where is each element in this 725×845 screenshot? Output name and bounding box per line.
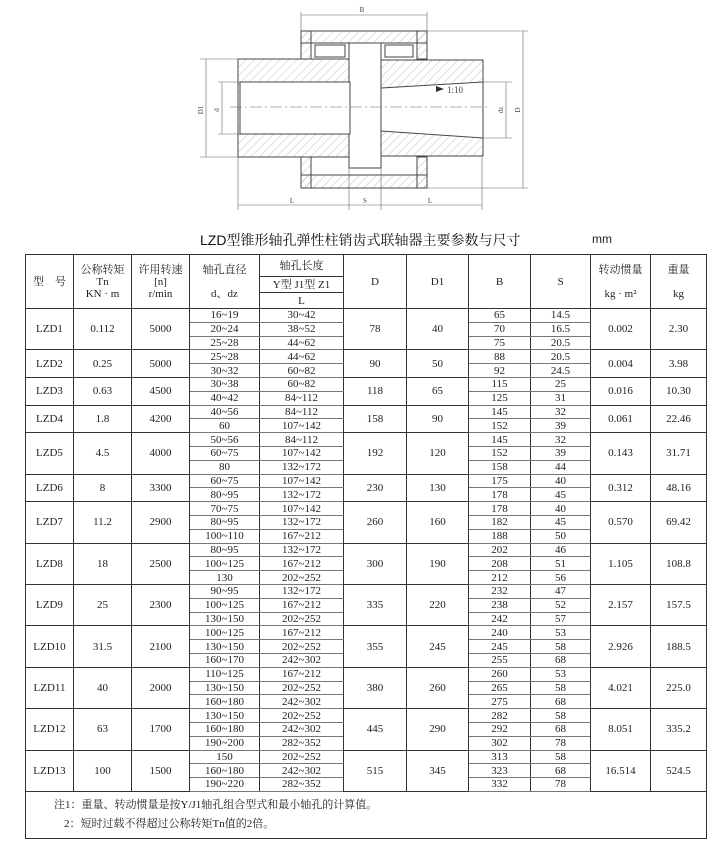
model-cell: LZD5	[26, 433, 74, 474]
weight-cell: 69.42	[651, 502, 707, 543]
table-row	[26, 709, 707, 723]
bore-length-cell: 84~112	[260, 391, 344, 405]
D1-cell: 345	[407, 750, 469, 791]
table-row	[26, 750, 707, 764]
model-cell: LZD8	[26, 543, 74, 584]
S-cell: 45	[531, 488, 591, 502]
B-cell: 145	[469, 405, 531, 419]
bore-diameter-cell: 100~125	[190, 557, 260, 571]
torque-cell: 18	[74, 543, 132, 584]
bore-diameter-cell: 30~38	[190, 377, 260, 391]
S-cell: 58	[531, 750, 591, 764]
D1-cell: 190	[407, 543, 469, 584]
D-cell: 118	[344, 377, 407, 405]
bore-length-cell: 167~212	[260, 598, 344, 612]
S-cell: 44	[531, 460, 591, 474]
header-bore-diameter: 轴孔直径 d、dz	[190, 255, 260, 309]
weight-cell: 2.30	[651, 309, 707, 350]
D-cell: 355	[344, 626, 407, 667]
D-cell: 158	[344, 405, 407, 433]
bore-diameter-cell: 80~95	[190, 515, 260, 529]
weight-cell: 22.46	[651, 405, 707, 433]
table-row	[26, 474, 707, 488]
model-cell: LZD9	[26, 584, 74, 625]
table-row	[26, 584, 707, 598]
bore-length-cell: 44~62	[260, 350, 344, 364]
B-cell: 188	[469, 529, 531, 543]
D1-cell: 260	[407, 667, 469, 708]
speed-cell: 2000	[132, 667, 190, 708]
bore-length-cell: 167~212	[260, 667, 344, 681]
B-cell: 152	[469, 419, 531, 433]
bore-diameter-cell: 100~125	[190, 598, 260, 612]
weight-cell: 524.5	[651, 750, 707, 791]
torque-cell: 0.63	[74, 377, 132, 405]
B-cell: 242	[469, 612, 531, 626]
B-cell: 152	[469, 446, 531, 460]
speed-cell: 4200	[132, 405, 190, 433]
bore-diameter-cell: 40~42	[190, 391, 260, 405]
bore-length-cell: 132~172	[260, 460, 344, 474]
B-cell: 158	[469, 460, 531, 474]
sleeve-bottom	[301, 175, 427, 188]
table-title: LZD型锥形轴孔弹性柱销齿式联轴器主要参数与尺寸	[200, 232, 521, 248]
B-cell: 178	[469, 488, 531, 502]
dim-S: S	[363, 197, 367, 205]
center-disc	[349, 43, 381, 168]
D-cell: 515	[344, 750, 407, 791]
parameter-table	[25, 254, 707, 839]
model-cell: LZD13	[26, 750, 74, 791]
bore-diameter-cell: 160~170	[190, 653, 260, 667]
B-cell: 260	[469, 667, 531, 681]
bore-diameter-cell: 50~56	[190, 433, 260, 447]
D1-cell: 120	[407, 433, 469, 474]
inertia-cell: 1.105	[591, 543, 651, 584]
table-row	[26, 667, 707, 681]
D1-cell: 245	[407, 626, 469, 667]
torque-cell: 100	[74, 750, 132, 791]
B-cell: 292	[469, 722, 531, 736]
unit-label: mm	[592, 232, 612, 246]
D1-cell: 50	[407, 350, 469, 378]
torque-cell: 1.8	[74, 405, 132, 433]
B-cell: 175	[469, 474, 531, 488]
bore-diameter-cell: 25~28	[190, 336, 260, 350]
S-cell: 68	[531, 722, 591, 736]
torque-cell: 4.5	[74, 433, 132, 474]
bore-diameter-cell: 190~220	[190, 778, 260, 792]
bore-diameter-cell: 25~28	[190, 350, 260, 364]
bore-length-cell: 202~252	[260, 709, 344, 723]
weight-cell: 188.5	[651, 626, 707, 667]
bore-diameter-cell: 100~125	[190, 626, 260, 640]
bore-diameter-cell: 20~24	[190, 322, 260, 336]
torque-cell: 63	[74, 709, 132, 750]
inertia-cell: 0.312	[591, 474, 651, 502]
dim-D1: D1	[197, 105, 205, 115]
bore-diameter-cell: 130~150	[190, 681, 260, 695]
note-2: 2：短时过载不得超过公称转矩Tn值的2倍。	[64, 817, 275, 830]
bore-diameter-cell: 110~125	[190, 667, 260, 681]
header-weight: 重量 kg	[651, 255, 707, 309]
D1-cell: 40	[407, 309, 469, 350]
S-cell: 47	[531, 584, 591, 598]
B-cell: 265	[469, 681, 531, 695]
S-cell: 31	[531, 391, 591, 405]
header-D1: D1	[407, 255, 469, 309]
bore-length-cell: 107~142	[260, 474, 344, 488]
bore-length-cell: 202~252	[260, 681, 344, 695]
header-speed: 许用转速 [n] r/min	[132, 255, 190, 309]
inertia-cell: 16.514	[591, 750, 651, 791]
weight-cell: 48.16	[651, 474, 707, 502]
table-row	[26, 377, 707, 391]
bore-diameter-cell: 130~150	[190, 612, 260, 626]
bore-diameter-cell: 80~95	[190, 488, 260, 502]
model-cell: LZD1	[26, 309, 74, 350]
B-cell: 115	[469, 377, 531, 391]
header-B: B	[469, 255, 531, 309]
D-cell: 78	[344, 309, 407, 350]
bore-length-cell: 282~352	[260, 736, 344, 750]
bore-length-cell: 84~112	[260, 405, 344, 419]
table-row	[26, 626, 707, 640]
D1-cell: 290	[407, 709, 469, 750]
S-cell: 51	[531, 557, 591, 571]
bore-length-cell: 242~302	[260, 695, 344, 709]
weight-cell: 31.71	[651, 433, 707, 474]
bore-length-cell: 132~172	[260, 584, 344, 598]
S-cell: 14.5	[531, 309, 591, 323]
torque-cell: 0.112	[74, 309, 132, 350]
weight-cell: 3.98	[651, 350, 707, 378]
weight-cell: 108.8	[651, 543, 707, 584]
inertia-cell: 0.143	[591, 433, 651, 474]
bore-diameter-cell: 160~180	[190, 695, 260, 709]
bore-diameter-cell: 60~75	[190, 446, 260, 460]
weight-cell: 157.5	[651, 584, 707, 625]
S-cell: 24.5	[531, 364, 591, 378]
B-cell: 323	[469, 764, 531, 778]
D1-cell: 220	[407, 584, 469, 625]
dim-d: d	[213, 108, 221, 112]
S-cell: 58	[531, 681, 591, 695]
B-cell: 282	[469, 709, 531, 723]
S-cell: 32	[531, 405, 591, 419]
bore-diameter-cell: 150	[190, 750, 260, 764]
bore-length-cell: 202~252	[260, 571, 344, 585]
bore-diameter-cell: 130~150	[190, 640, 260, 654]
S-cell: 68	[531, 695, 591, 709]
bore-diameter-cell: 130	[190, 571, 260, 585]
torque-cell: 25	[74, 584, 132, 625]
right-taper-bore	[381, 82, 483, 138]
speed-cell: 2500	[132, 543, 190, 584]
header-model: 型 号	[26, 255, 74, 309]
bore-length-cell: 167~212	[260, 529, 344, 543]
bore-length-cell: 132~172	[260, 515, 344, 529]
bore-length-cell: 60~82	[260, 377, 344, 391]
bore-diameter-cell: 160~180	[190, 764, 260, 778]
table-row	[26, 502, 707, 516]
bore-length-cell: 282~352	[260, 778, 344, 792]
S-cell: 78	[531, 736, 591, 750]
table-row	[26, 309, 707, 323]
S-cell: 39	[531, 446, 591, 460]
B-cell: 255	[469, 653, 531, 667]
S-cell: 56	[531, 571, 591, 585]
dim-L-right: L	[427, 197, 433, 205]
model-cell: LZD2	[26, 350, 74, 378]
B-cell: 125	[469, 391, 531, 405]
D1-cell: 130	[407, 474, 469, 502]
inertia-cell: 0.061	[591, 405, 651, 433]
B-cell: 245	[469, 640, 531, 654]
coupling-drawing	[0, 0, 725, 220]
model-cell: LZD10	[26, 626, 74, 667]
bore-length-cell: 107~142	[260, 446, 344, 460]
S-cell: 45	[531, 515, 591, 529]
bore-length-cell: 84~112	[260, 433, 344, 447]
S-cell: 20.5	[531, 336, 591, 350]
sleeve-top	[301, 31, 427, 43]
bore-diameter-cell: 80~95	[190, 543, 260, 557]
header-bore-length: 轴孔长度	[260, 255, 344, 277]
torque-cell: 31.5	[74, 626, 132, 667]
B-cell: 275	[469, 695, 531, 709]
D1-cell: 65	[407, 377, 469, 405]
S-cell: 40	[531, 474, 591, 488]
header-S: S	[531, 255, 591, 309]
D-cell: 260	[344, 502, 407, 543]
S-cell: 32	[531, 433, 591, 447]
bore-length-cell: 167~212	[260, 557, 344, 571]
B-cell: 332	[469, 778, 531, 792]
inertia-cell: 2.926	[591, 626, 651, 667]
D-cell: 192	[344, 433, 407, 474]
weight-cell: 225.0	[651, 667, 707, 708]
note-1: 注1：重量、转动惯量是按Y/J1轴孔组合型式和最小轴孔的计算值。	[54, 798, 378, 811]
model-cell: LZD4	[26, 405, 74, 433]
B-cell: 75	[469, 336, 531, 350]
bore-length-cell: 44~62	[260, 336, 344, 350]
speed-cell: 1500	[132, 750, 190, 791]
torque-cell: 40	[74, 667, 132, 708]
B-cell: 232	[469, 584, 531, 598]
torque-cell: 11.2	[74, 502, 132, 543]
bore-length-cell: 132~172	[260, 488, 344, 502]
B-cell: 178	[469, 502, 531, 516]
table-row	[26, 433, 707, 447]
S-cell: 58	[531, 709, 591, 723]
D-cell: 300	[344, 543, 407, 584]
dim-D: D	[514, 107, 522, 113]
bore-diameter-cell: 100~110	[190, 529, 260, 543]
right-flange-bottom	[417, 157, 427, 188]
header-D: D	[344, 255, 407, 309]
bore-length-cell: 60~82	[260, 364, 344, 378]
bore-length-cell: 167~212	[260, 626, 344, 640]
header-inertia: 转动惯量 kg · m²	[591, 255, 651, 309]
bore-length-cell: 107~142	[260, 419, 344, 433]
D1-cell: 160	[407, 502, 469, 543]
bore-diameter-cell: 30~32	[190, 364, 260, 378]
S-cell: 57	[531, 612, 591, 626]
weight-cell: 335.2	[651, 709, 707, 750]
D1-cell: 90	[407, 405, 469, 433]
bore-diameter-cell: 60	[190, 419, 260, 433]
weight-cell: 10.30	[651, 377, 707, 405]
D-cell: 230	[344, 474, 407, 502]
model-cell: LZD11	[26, 667, 74, 708]
left-flange-top	[301, 31, 311, 59]
speed-cell: 2900	[132, 502, 190, 543]
bore-length-cell: 107~142	[260, 502, 344, 516]
bore-diameter-cell: 160~180	[190, 722, 260, 736]
S-cell: 20.5	[531, 350, 591, 364]
inertia-cell: 0.570	[591, 502, 651, 543]
model-cell: LZD3	[26, 377, 74, 405]
dim-B: B	[359, 6, 365, 14]
table-row	[26, 543, 707, 557]
dim-L-left: L	[289, 197, 295, 205]
inertia-cell: 2.157	[591, 584, 651, 625]
B-cell: 208	[469, 557, 531, 571]
bore-diameter-cell: 70~75	[190, 502, 260, 516]
bore-diameter-cell: 190~200	[190, 736, 260, 750]
S-cell: 68	[531, 764, 591, 778]
table-row	[26, 405, 707, 419]
header-bore-types: Y型 J1型 Z1	[260, 277, 344, 293]
inertia-cell: 0.002	[591, 309, 651, 350]
bore-diameter-cell: 40~56	[190, 405, 260, 419]
S-cell: 40	[531, 502, 591, 516]
S-cell: 58	[531, 640, 591, 654]
left-flange-bottom	[301, 157, 311, 188]
B-cell: 212	[469, 571, 531, 585]
torque-cell: 8	[74, 474, 132, 502]
B-cell: 65	[469, 309, 531, 323]
bore-length-cell: 202~252	[260, 612, 344, 626]
S-cell: 25	[531, 377, 591, 391]
table-row	[26, 350, 707, 364]
S-cell: 39	[531, 419, 591, 433]
speed-cell: 5000	[132, 350, 190, 378]
bore-length-cell: 30~42	[260, 309, 344, 323]
bore-length-cell: 202~252	[260, 640, 344, 654]
D-cell: 90	[344, 350, 407, 378]
D-cell: 380	[344, 667, 407, 708]
model-cell: LZD6	[26, 474, 74, 502]
bore-length-cell: 38~52	[260, 322, 344, 336]
B-cell: 145	[469, 433, 531, 447]
speed-cell: 4000	[132, 433, 190, 474]
S-cell: 50	[531, 529, 591, 543]
B-cell: 92	[469, 364, 531, 378]
inertia-cell: 0.016	[591, 377, 651, 405]
bore-length-cell: 242~302	[260, 653, 344, 667]
B-cell: 88	[469, 350, 531, 364]
B-cell: 313	[469, 750, 531, 764]
inertia-cell: 8.051	[591, 709, 651, 750]
S-cell: 16.5	[531, 322, 591, 336]
inertia-cell: 4.021	[591, 667, 651, 708]
bore-diameter-cell: 130~150	[190, 709, 260, 723]
B-cell: 240	[469, 626, 531, 640]
bore-diameter-cell: 16~19	[190, 309, 260, 323]
bore-length-cell: 202~252	[260, 750, 344, 764]
B-cell: 182	[469, 515, 531, 529]
bore-length-cell: 242~302	[260, 764, 344, 778]
model-cell: LZD12	[26, 709, 74, 750]
S-cell: 78	[531, 778, 591, 792]
D-cell: 335	[344, 584, 407, 625]
B-cell: 202	[469, 543, 531, 557]
S-cell: 53	[531, 667, 591, 681]
bore-length-cell: 242~302	[260, 722, 344, 736]
speed-cell: 1700	[132, 709, 190, 750]
speed-cell: 3300	[132, 474, 190, 502]
inertia-cell: 0.004	[591, 350, 651, 378]
B-cell: 238	[469, 598, 531, 612]
D-cell: 445	[344, 709, 407, 750]
S-cell: 68	[531, 653, 591, 667]
speed-cell: 2300	[132, 584, 190, 625]
speed-cell: 5000	[132, 309, 190, 350]
right-flange-top	[417, 31, 427, 59]
model-cell: LZD7	[26, 502, 74, 543]
S-cell: 46	[531, 543, 591, 557]
bore-length-cell: 132~172	[260, 543, 344, 557]
header-torque: 公称转矩 Tn KN · m	[74, 255, 132, 309]
S-cell: 52	[531, 598, 591, 612]
header-L: L	[260, 293, 344, 309]
left-bore	[240, 82, 350, 134]
bore-diameter-cell: 60~75	[190, 474, 260, 488]
B-cell: 302	[469, 736, 531, 750]
dim-taper: 1:10	[447, 85, 464, 95]
torque-cell: 0.25	[74, 350, 132, 378]
S-cell: 53	[531, 626, 591, 640]
speed-cell: 2100	[132, 626, 190, 667]
bore-diameter-cell: 80	[190, 460, 260, 474]
bore-diameter-cell: 90~95	[190, 584, 260, 598]
B-cell: 70	[469, 322, 531, 336]
notes	[26, 791, 707, 838]
dim-dz: dz	[497, 106, 505, 114]
speed-cell: 4500	[132, 377, 190, 405]
